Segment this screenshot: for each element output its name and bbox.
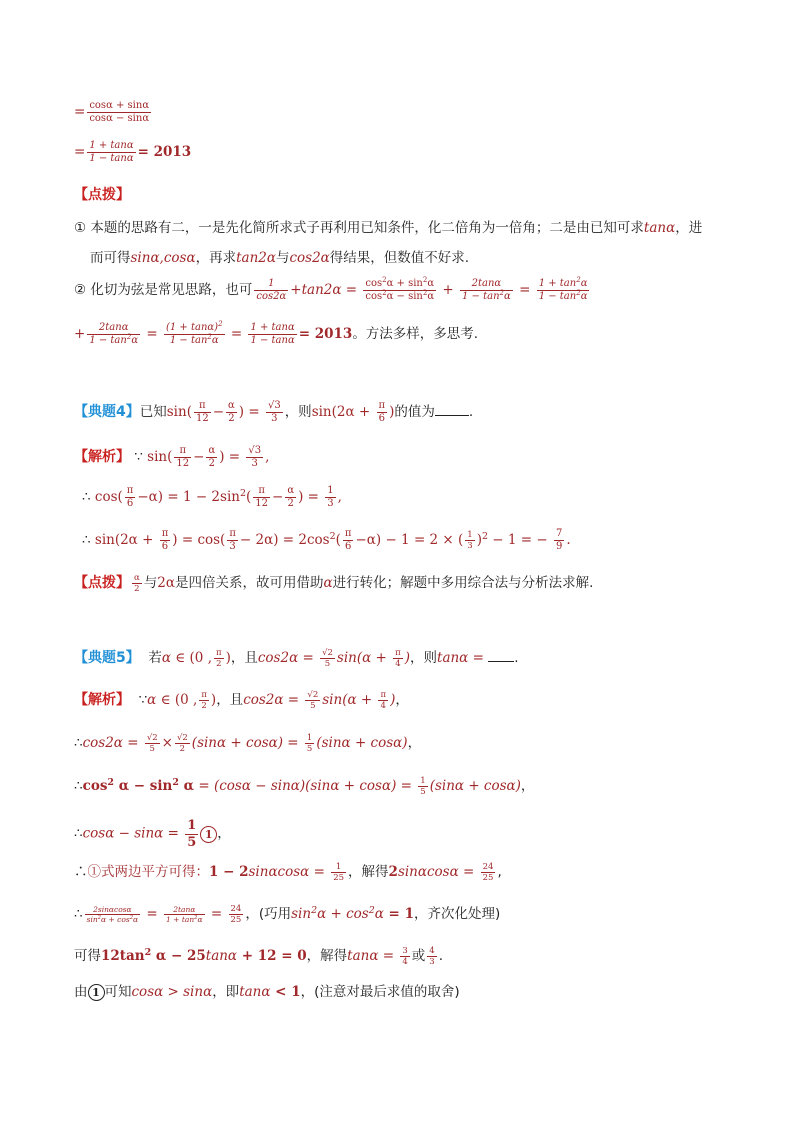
dianti-5-step-6: 可得$12\tan^2$ α − 25tanα + 12 = 0，解得tanα = $\frac{3}{4}$ 或 $\frac{4}{3}$ .: [74, 946, 444, 968]
dianti-4-question: 【典题4】已知sin( $\frac{\pi}{12}$ − $\frac{\alpha}{2}$ ) = $\frac{√3}{3}$ ，则sin(2α + $\frac{\pi}{6}$ )的值为 .: [74, 400, 474, 424]
dianti-4-jiexi: 【解析】 ∵ sin( $\frac{\pi}{12}$ − $\frac{\alpha}{2}$ ) = $\frac{√3}{3}$ ,: [74, 445, 270, 469]
equation-line-1: = $\frac{\cos\alpha + \sin\alpha}{\cos\alpha - \sin\alpha}$: [74, 100, 150, 124]
dianti-5-jiexi: 【解析】 ∵α ∈ (0 , $\frac{\pi}{2}$ )，且cos2α = $\frac{√2}{5}$ sin(α + $\frac{\pi}{4}$ )，: [74, 690, 409, 712]
equation-line-2: = $\frac{1 + \tan\alpha}{1 - \tan\alpha}$ = 2013: [74, 140, 192, 164]
dianti-5-step-1: ∴cos2α = $\frac{√2}{5}$ × $\frac{√2}{2}$ (sinα + cosα) = $\frac{1}{5}$ (sinα + cosα)，: [74, 733, 422, 755]
dianbo-item-2-cont: + $\frac{2\tan\alpha}{1 - \tan^2\alpha}$ = $\frac{(1 + \tan\alpha)^2}{1 - \tan^2\alpha}$ = $\frac{1 + \tan\alpha}{1 - \tan\alpha}$ = 2013。方法多样，多思考.: [74, 320, 479, 346]
dianti-5-step-2: $\therefore\cos^2$ $\alpha - \sin^2 \alpha = (\cos\alpha - \sin\alpha)(\sin\alpha + \cos\alpha)$ = $\frac{1}{5}$ (sinα + cosα)，: [74, 776, 535, 798]
dianbo-item-1: ① 本题的思路有二，一是先化简所求式子再利用已知条件，化二倍角为一倍角；二是由已知可求tanα，进: [74, 220, 703, 236]
dianti-4-step-3: ∴ sin(2α + $\frac{\pi}{6}$ ) = cos( $\frac{\pi}{3}$ − $2\alpha) = 2\cos^2$( $\frac{\pi}{6}$ −α) − 1 = 2 × ( $\frac{1}{3}$ )$^2$ − 1 = − $\frac{7}{9}$ .: [82, 528, 571, 552]
dianti-4-step-2: ∴ cos( $\frac{\pi}{6}$ $-\alpha) = 1 - 2\sin^2$( $\frac{\pi}{12}$ − $\frac{\alpha}{2}$ ) = $\frac{1}{3}$ ,: [82, 485, 342, 509]
dianti-5-step-7: 由 1 可知cosα > sinα，即tanα < 1，(注意对最后求值的取舍): [74, 984, 460, 1000]
dianbo-heading: 【点拨】: [74, 187, 130, 203]
dianti-5-question: 【典题5】 若α ∈ (0 , $\frac{\pi}{2}$ )，且cos2α = $\frac{√2}{5}$ sin(α + $\frac{\pi}{4}$ )，则tanα = .: [74, 648, 519, 670]
circled-one-marker: 1: [200, 826, 217, 843]
dianti-5-step-4: ∴①式两边平方可得：1 − 2sinαcosα = $\frac{1}{25}$ ，解得2sinαcosα = $\frac{24}{25}$ ,: [74, 862, 502, 884]
circled-one-ref: 1: [88, 984, 105, 1001]
answer-blank-5: [488, 649, 514, 662]
dianbo-item-1-cont: 而可得sinα,cosα，再求tan2α与cos2α得结果，但数值不好求.: [90, 250, 470, 266]
answer-blank: [435, 403, 469, 416]
dianti-5-step-5: ∴ $\frac{2\sin\alpha\cos\alpha}{\sin^2\alpha + \cos^2\alpha}$ = $\frac{2\tan\alpha}{1 + \tan^2\alpha}$ = $\frac{24}{25}$ ，(巧用$\sin^2\alpha + \cos^2\alpha = 1$，齐次化处理): [74, 904, 501, 926]
dianti-4-dianbo: 【点拨】 $\frac{\alpha}{2}$ 与2α是四倍关系，故可用借助α进行转化；解题中多用综合法与分析法求解.: [74, 573, 594, 595]
dianti-5-step-3: ∴cosα − sinα = $\frac{1}{5}$ 1 ，: [74, 818, 231, 850]
dianbo-item-2: ② 化切为弦是常见思路，也可 $\frac{1}{\cos 2\alpha}$ +tan2α = $\frac{\cos^2\alpha + \sin^2\alpha}{\cos^2\alpha - \sin^2\alpha}$ + $\frac{2\tan\alpha}{1 - \tan^2\alpha}$ = $\frac{1 + \tan^2\alpha}{1 - \tan^2\alpha}$: [74, 276, 588, 302]
